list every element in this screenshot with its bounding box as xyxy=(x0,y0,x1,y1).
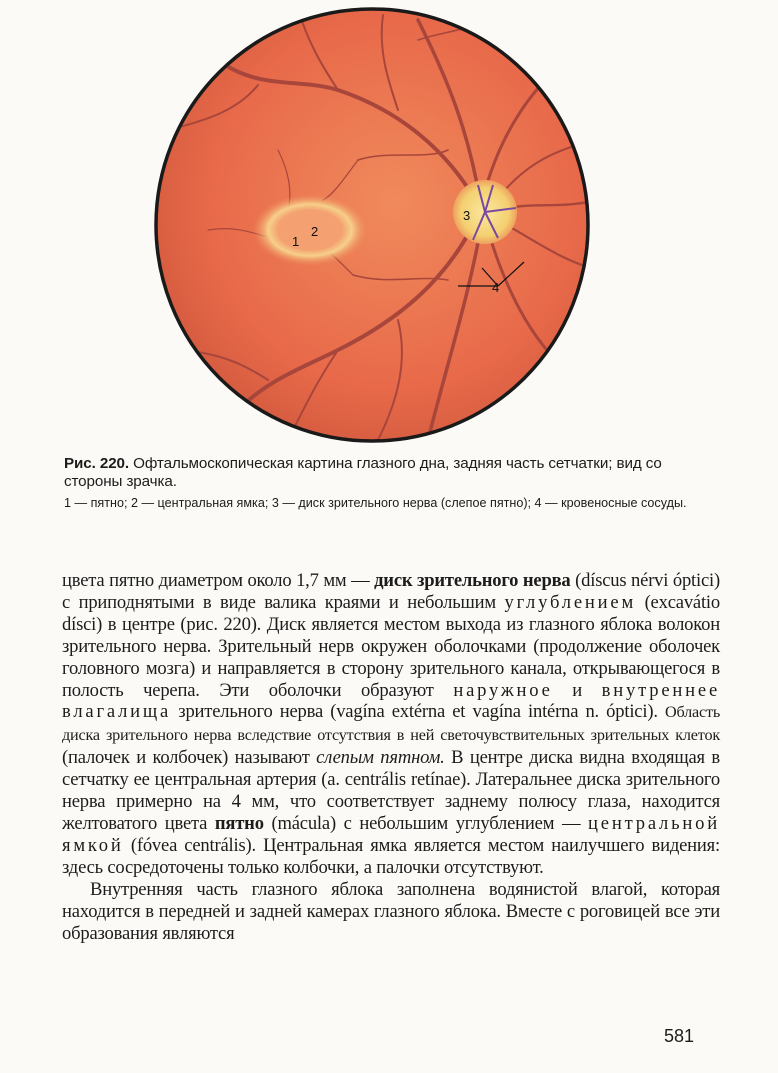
caption-title xyxy=(64,455,724,491)
label-3: 3 xyxy=(463,208,471,223)
retina-disc xyxy=(156,9,588,441)
text-run: (excavátio dísci) в центре (рис. 220). Диск является местом выхода из глазного яблока волокон зрительного нерва. Зрительный нерв окружен оболочками (продолжение оболочек головного мозга) и направляется в сторону зрительного канала, открывающегося в полость черепа. Эти оболочки образуют xyxy=(62,591,720,701)
caption-figure-number: Рис. 220. xyxy=(64,455,130,472)
text-run: (палочек и колбочек) называют xyxy=(62,747,317,769)
label-2: 2 xyxy=(311,224,319,239)
label-1: 1 xyxy=(292,234,300,249)
text-run-small: Область диска зрительного нерва вследствие отсутствия в ней светочувствительных зрительных клеток xyxy=(62,703,720,745)
body-text xyxy=(62,570,720,944)
term-internal-sheath: внутреннее влагалища xyxy=(62,679,720,723)
text-run: (fóvea centrális). Центральная ямка является местом наилучшего видения: здесь сосредоточены только колбочки, а палочки отсутствуют. xyxy=(62,834,720,878)
term-fovea: центральной ямкой xyxy=(62,812,720,856)
paragraph-2: Внутренняя часть глазного яблока заполнена водянистой влагой, которая находится в передней и задней камерах глазного яблока. Вместе с роговицей все эти образования являются xyxy=(62,878,720,944)
term-macula: пятно xyxy=(214,812,264,834)
term-optic-disc: диск зрительного нерва xyxy=(374,570,571,591)
text-run: зрительного нерва (vagína extérna et vagína intérna n. óptici). xyxy=(171,701,665,723)
fundus-illustration xyxy=(148,0,618,450)
fundus-figure xyxy=(148,0,618,450)
macula-spot xyxy=(252,194,368,266)
text-run: цвета пятно диаметром около 1,7 мм — xyxy=(62,570,375,591)
caption-legend: 1 — пятно; 2 — центральная ямка; 3 — диск зрительного нерва (слепое пятно); 4 — кровеносные сосуды. xyxy=(64,496,687,510)
text-run: (díscus nérvi óptici) с приподнятыми в виде валика краями и небольшим xyxy=(62,570,720,613)
page-number: 581 xyxy=(664,1026,695,1046)
figure-caption xyxy=(64,455,724,511)
term-external-sheath: наружное xyxy=(453,679,553,701)
caption-title-text: Офтальмоскопическая картина глазного дна, задняя часть сетчатки; вид со стороны зрачка. xyxy=(64,455,662,490)
term-blind-spot: слепым пятном. xyxy=(316,747,445,769)
text-run: (mácula) с небольшим углублением — xyxy=(263,812,589,834)
text-run: В центре диска видна входящая в сетчатку ее центральная артерия (a. centrális retínae). Латеральнее диска зрительного нерва примерно на 4 мм, что соответствует заднему полюсу глаза, находится желтоватого цвета xyxy=(62,747,720,834)
paragraph-1 xyxy=(62,570,720,879)
term-excavation: углублением xyxy=(504,591,637,613)
label-4: 4 xyxy=(492,280,500,295)
text-run: и xyxy=(552,679,602,701)
